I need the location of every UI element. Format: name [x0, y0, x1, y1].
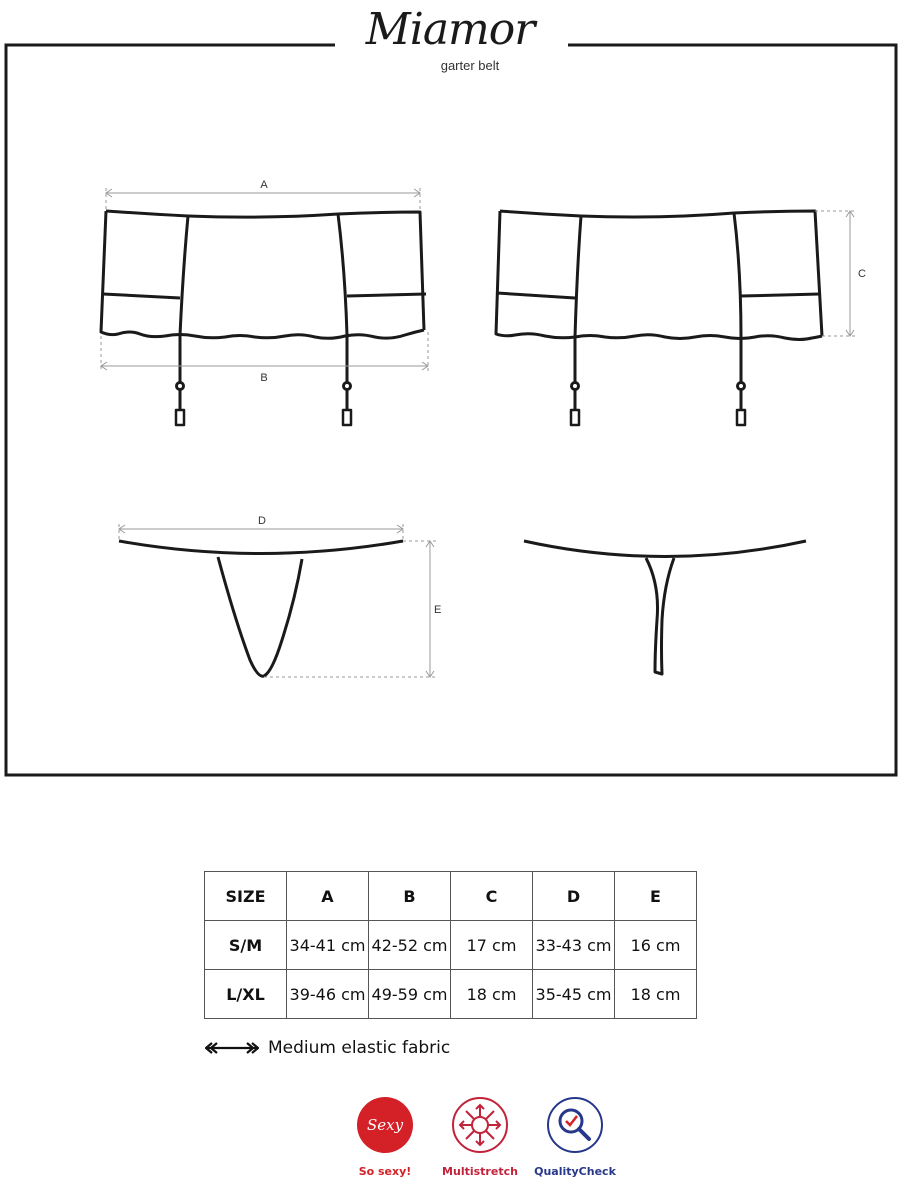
table-row: [205, 921, 697, 970]
table-cell: 33-43 cm: [533, 921, 615, 970]
badge-label: So sexy!: [358, 1165, 412, 1178]
badge-label: Multistretch: [442, 1165, 518, 1178]
table-header-cell: SIZE: [205, 872, 287, 921]
table-header-cell: E: [615, 872, 697, 921]
dimension-a-label: A: [260, 179, 268, 191]
badge-quality-check: [530, 1095, 620, 1178]
dimension-b-label: B: [260, 372, 268, 384]
garter-belt-front: [101, 211, 426, 425]
sexy-icon-text: Sexy: [366, 1116, 404, 1134]
size-table: [204, 871, 697, 1019]
table-cell: 18 cm: [615, 970, 697, 1019]
brand-header: [340, 4, 560, 73]
table-header-cell: B: [369, 872, 451, 921]
table-cell: 18 cm: [451, 970, 533, 1019]
table-cell: 34-41 cm: [287, 921, 369, 970]
panty-back: [524, 541, 806, 674]
badge-label: QualityCheck: [534, 1165, 616, 1178]
table-row: [205, 970, 697, 1019]
panty-front: [119, 541, 403, 676]
fabric-label: Medium elastic fabric: [268, 1038, 451, 1058]
table-cell: 39-46 cm: [287, 970, 369, 1019]
table-cell: 49-59 cm: [369, 970, 451, 1019]
frame-border: [6, 45, 896, 775]
quality-check-icon: [545, 1095, 605, 1155]
table-row-size: L/XL: [205, 970, 287, 1019]
table-cell: 16 cm: [615, 921, 697, 970]
table-cell: 35-45 cm: [533, 970, 615, 1019]
sexy-icon: [355, 1095, 415, 1155]
dimension-d-label: D: [258, 515, 266, 527]
table-header-cell: D: [533, 872, 615, 921]
table-header-row: [205, 872, 697, 921]
dimension-c-label: C: [858, 268, 866, 280]
table-cell: 42-52 cm: [369, 921, 451, 970]
product-type: garter belt: [440, 58, 500, 73]
table-cell: 17 cm: [451, 921, 533, 970]
badge-multistretch: [435, 1095, 525, 1178]
brand-logo: Miamor: [365, 4, 535, 55]
badge-so-sexy: [340, 1095, 430, 1178]
fabric-info: [204, 1038, 450, 1058]
dimension-a: [106, 188, 420, 210]
garter-belt-back: [496, 211, 822, 425]
table-row-size: S/M: [205, 921, 287, 970]
table-header-cell: C: [451, 872, 533, 921]
double-arrow-icon: [204, 1041, 260, 1055]
feature-badges: [340, 1095, 620, 1185]
table-header-cell: A: [287, 872, 369, 921]
dimension-e-label: E: [434, 604, 442, 616]
multistretch-icon: [450, 1095, 510, 1155]
